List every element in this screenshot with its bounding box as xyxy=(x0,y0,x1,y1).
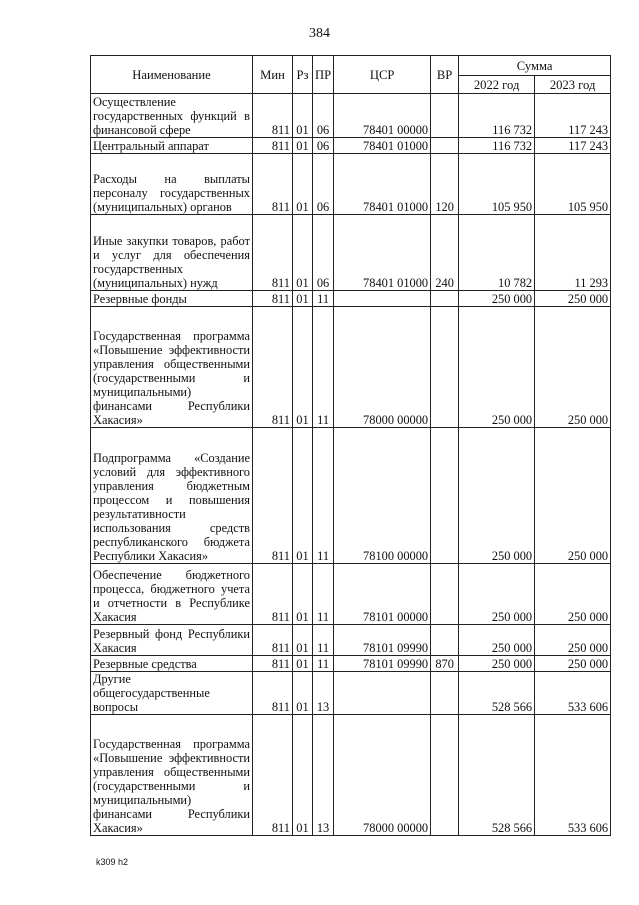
row-name: Подпрограмма «Создание условий для эффективного управления бюджетным процессом и повышения результативности использования средств республиканского бюджета Республики Хакасия» xyxy=(91,428,253,564)
row-vr xyxy=(431,307,459,428)
row-csr xyxy=(334,291,431,307)
row-rz: 01 xyxy=(293,564,313,625)
row-csr: 78401 01000 xyxy=(334,215,431,291)
row-rz: 01 xyxy=(293,428,313,564)
table-row xyxy=(91,715,611,836)
table-row xyxy=(91,138,611,154)
row-sum-2022: 116 732 xyxy=(459,94,535,138)
row-rz: 01 xyxy=(293,291,313,307)
row-name: Другие общегосударственные вопросы xyxy=(91,672,253,715)
row-vr xyxy=(431,564,459,625)
row-pr: 06 xyxy=(313,154,334,215)
row-vr xyxy=(431,428,459,564)
header-rz: Рз xyxy=(293,56,313,94)
row-vr xyxy=(431,291,459,307)
row-min: 811 xyxy=(253,672,293,715)
row-name: Центральный аппарат xyxy=(91,138,253,154)
row-sum-2022: 105 950 xyxy=(459,154,535,215)
row-rz: 01 xyxy=(293,94,313,138)
row-name: Иные закупки товаров, работ и услуг для обеспечения государственных (муниципальных) нужд xyxy=(91,215,253,291)
row-vr xyxy=(431,672,459,715)
row-sum-2023: 533 606 xyxy=(535,715,611,836)
row-sum-2023: 250 000 xyxy=(535,307,611,428)
table-row xyxy=(91,672,611,715)
row-name: Резервный фонд Республики Хакасия xyxy=(91,625,253,656)
row-pr: 11 xyxy=(313,291,334,307)
row-min: 811 xyxy=(253,307,293,428)
row-vr: 240 xyxy=(431,215,459,291)
row-sum-2022: 250 000 xyxy=(459,307,535,428)
row-name: Резервные средства xyxy=(91,656,253,672)
row-min: 811 xyxy=(253,428,293,564)
row-csr: 78101 09990 xyxy=(334,625,431,656)
table-row xyxy=(91,656,611,672)
row-sum-2023: 117 243 xyxy=(535,138,611,154)
row-sum-2023: 250 000 xyxy=(535,656,611,672)
row-vr xyxy=(431,715,459,836)
row-min: 811 xyxy=(253,625,293,656)
row-csr: 78000 00000 xyxy=(334,307,431,428)
row-csr: 78100 00000 xyxy=(334,428,431,564)
row-rz: 01 xyxy=(293,138,313,154)
row-min: 811 xyxy=(253,656,293,672)
row-pr: 13 xyxy=(313,715,334,836)
row-rz: 01 xyxy=(293,656,313,672)
row-sum-2022: 528 566 xyxy=(459,672,535,715)
header-year-2023: 2023 год xyxy=(535,76,611,94)
row-sum-2022: 116 732 xyxy=(459,138,535,154)
page-number: 384 xyxy=(309,26,330,41)
row-pr: 11 xyxy=(313,428,334,564)
row-min: 811 xyxy=(253,715,293,836)
budget-table xyxy=(90,55,611,836)
header-min: Мин xyxy=(253,56,293,94)
row-sum-2023: 533 606 xyxy=(535,672,611,715)
table-row xyxy=(91,215,611,291)
row-sum-2022: 10 782 xyxy=(459,215,535,291)
row-sum-2023: 250 000 xyxy=(535,625,611,656)
table-row xyxy=(91,625,611,656)
header-year-2022: 2022 год xyxy=(459,76,535,94)
row-name: Государственная программа «Повышение эффективности управления общественными (государственными и муниципальными) финансами Республики Хакасия» xyxy=(91,307,253,428)
table-row xyxy=(91,307,611,428)
row-pr: 06 xyxy=(313,138,334,154)
header-name: Наименование xyxy=(91,56,253,94)
table-row xyxy=(91,428,611,564)
row-sum-2022: 250 000 xyxy=(459,291,535,307)
row-csr: 78401 01000 xyxy=(334,138,431,154)
row-pr: 11 xyxy=(313,625,334,656)
row-sum-2022: 250 000 xyxy=(459,564,535,625)
header-pr: ПР xyxy=(313,56,334,94)
row-csr: 78401 00000 xyxy=(334,94,431,138)
row-sum-2023: 250 000 xyxy=(535,428,611,564)
row-csr: 78000 00000 xyxy=(334,715,431,836)
row-min: 811 xyxy=(253,564,293,625)
header-vr: ВР xyxy=(431,56,459,94)
row-name: Осуществление государственных функций в финансовой сфере xyxy=(91,94,253,138)
header-sum: Сумма xyxy=(459,56,611,76)
row-min: 811 xyxy=(253,94,293,138)
row-min: 811 xyxy=(253,291,293,307)
row-pr: 06 xyxy=(313,215,334,291)
table-row xyxy=(91,94,611,138)
row-vr xyxy=(431,625,459,656)
row-pr: 11 xyxy=(313,307,334,428)
row-sum-2023: 105 950 xyxy=(535,154,611,215)
row-vr xyxy=(431,94,459,138)
row-min: 811 xyxy=(253,215,293,291)
row-pr: 06 xyxy=(313,94,334,138)
row-pr: 13 xyxy=(313,672,334,715)
row-sum-2023: 11 293 xyxy=(535,215,611,291)
table-row xyxy=(91,154,611,215)
table-row xyxy=(91,291,611,307)
row-pr: 11 xyxy=(313,564,334,625)
row-sum-2022: 250 000 xyxy=(459,625,535,656)
row-min: 811 xyxy=(253,138,293,154)
row-rz: 01 xyxy=(293,154,313,215)
row-rz: 01 xyxy=(293,215,313,291)
row-rz: 01 xyxy=(293,625,313,656)
row-vr xyxy=(431,138,459,154)
row-csr xyxy=(334,672,431,715)
table-row xyxy=(91,564,611,625)
row-sum-2022: 250 000 xyxy=(459,656,535,672)
header-csr: ЦСР xyxy=(334,56,431,94)
row-name: Государственная программа «Повышение эффективности управления общественными (государственными и муниципальными) финансами Республики Хакасия» xyxy=(91,715,253,836)
row-csr: 78101 09990 xyxy=(334,656,431,672)
row-sum-2023: 250 000 xyxy=(535,291,611,307)
row-vr: 870 xyxy=(431,656,459,672)
row-pr: 11 xyxy=(313,656,334,672)
row-sum-2022: 528 566 xyxy=(459,715,535,836)
row-rz: 01 xyxy=(293,672,313,715)
row-name: Обеспечение бюджетного процесса, бюджетного учета и отчетности в Республике Хакасия xyxy=(91,564,253,625)
row-csr: 78101 00000 xyxy=(334,564,431,625)
row-sum-2023: 250 000 xyxy=(535,564,611,625)
row-min: 811 xyxy=(253,154,293,215)
row-rz: 01 xyxy=(293,307,313,428)
row-name: Резервные фонды xyxy=(91,291,253,307)
row-csr: 78401 01000 xyxy=(334,154,431,215)
row-sum-2023: 117 243 xyxy=(535,94,611,138)
row-sum-2022: 250 000 xyxy=(459,428,535,564)
footer-code: k309 h2 xyxy=(96,857,129,867)
row-name: Расходы на выплаты персоналу государственных (муниципальных) органов xyxy=(91,154,253,215)
row-rz: 01 xyxy=(293,715,313,836)
row-vr: 120 xyxy=(431,154,459,215)
